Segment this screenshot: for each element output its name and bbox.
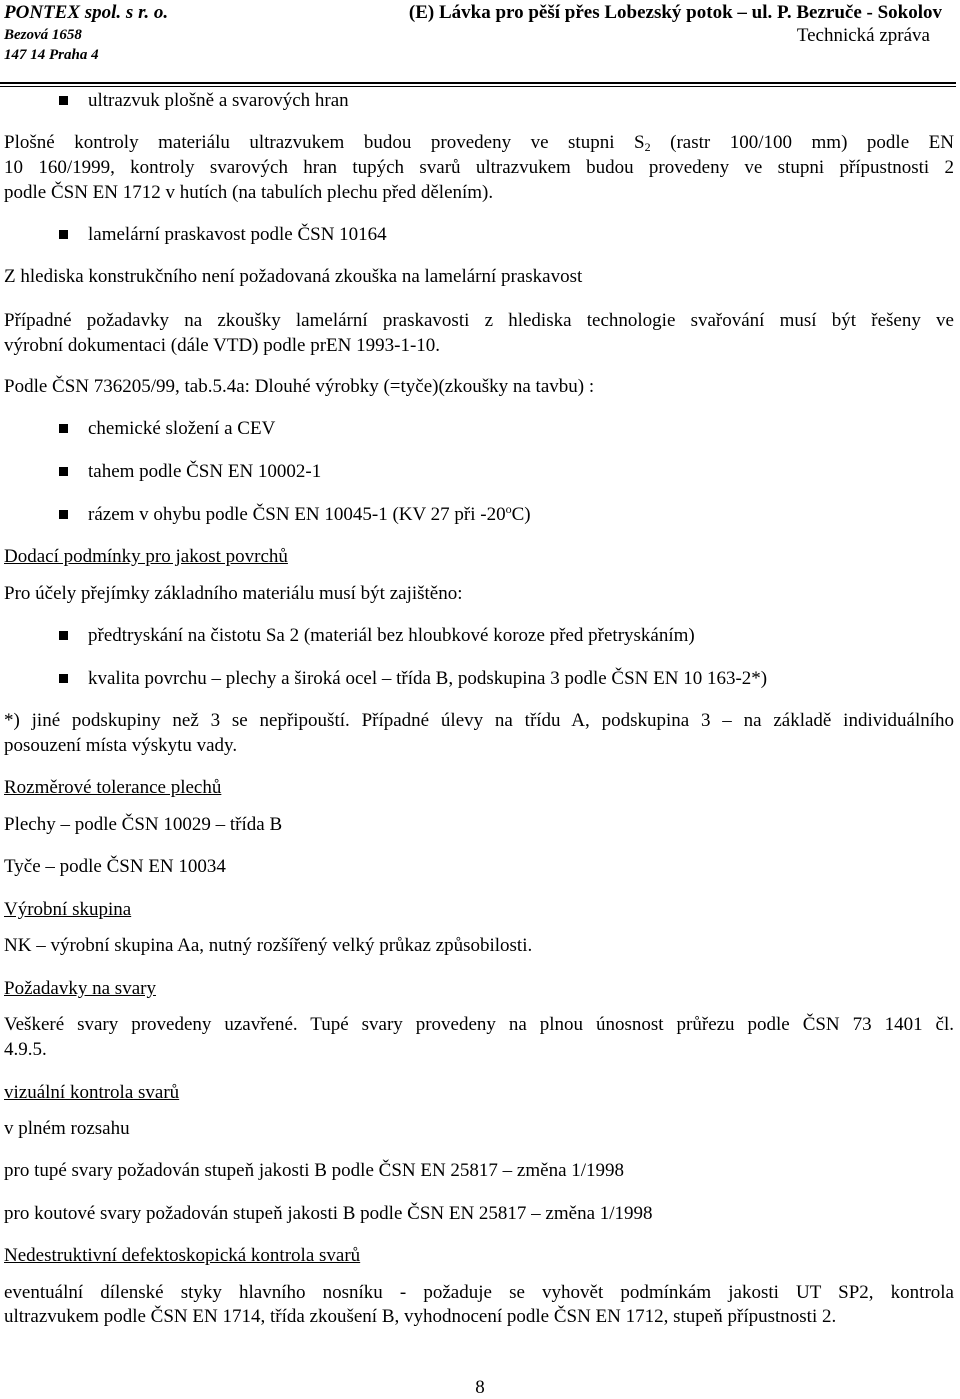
bullet-icon <box>59 631 68 640</box>
paragraph-line: Veškeré svary provedeny uzavřené. Tupé svary provedeny na plnou únosnost průřezu podle ČSN 73 1401 čl. <box>4 1014 954 1035</box>
paragraph-line: *) jiné podskupiny než 3 se nepřipouští. Případné úlevy na třídu A, podskupina 3 – na základě individuálního <box>4 710 954 731</box>
paragraph: Tyče – podle ČSN EN 10034 <box>4 856 226 877</box>
paragraph: Pro účely přejímky základního materiálu musí být zajištěno: <box>4 583 463 604</box>
company-address-line1: Bezová 1658 <box>4 27 82 43</box>
list-item <box>0 223 960 247</box>
list-item-text: chemické složení a CEV <box>88 418 276 439</box>
bullet-icon <box>59 674 68 683</box>
list-item <box>0 417 960 441</box>
list-item <box>0 460 960 484</box>
bullet-icon <box>59 424 68 433</box>
bullet-icon <box>59 467 68 476</box>
section-heading-dodaci: Dodací podmínky pro jakost povrchů <box>4 546 288 567</box>
header-rule <box>0 82 956 84</box>
paragraph-line: 10 160/1999, kontroly svarových hran tupých svarů ultrazvukem budou provedeny ve stupni přípustnosti 2 <box>4 157 954 178</box>
paragraph: Plechy – podle ČSN 10029 – třída B <box>4 814 283 835</box>
document-subtitle: Technická zpráva <box>796 25 930 46</box>
paragraph-line: Případné požadavky na zkoušky lamelární praskavosti z hlediska technologie svařování musí být řešeny ve <box>4 310 954 331</box>
paragraph-line: Plošné kontroly materiálu ultrazvukem budou provedeny ve stupni $S_2$ (rastr 100/100 mm) podle EN <box>4 132 954 154</box>
header-rule-thin <box>0 86 956 87</box>
section-heading-nedestruktivni: Nedestruktivní defektoskopická kontrola svarů <box>4 1245 361 1266</box>
company-address-line2: 147 14 Praha 4 <box>4 47 99 63</box>
list-item <box>0 89 960 113</box>
bullet-icon <box>59 96 68 105</box>
list-item <box>0 503 960 527</box>
paragraph: Z hlediska konstrukčního není požadovaná zkouška na lamelární praskavost <box>4 266 583 287</box>
paragraph-line: posouzení místa výskytu vady. <box>4 735 238 756</box>
paragraph: NK – výrobní skupina Aa, nutný rozšířený velký průkaz způsobilosti. <box>4 935 533 956</box>
paragraph-line: výrobní dokumentaci (dále VTD) podle prEN 1993-1-10. <box>4 335 441 356</box>
list-item-text: ultrazvuk plošně a svarových hran <box>88 90 349 111</box>
list-item-text: předtryskání na čistotu Sa 2 (materiál bez hloubkové koroze před přetryskáním) <box>88 625 695 646</box>
list-item <box>0 667 960 691</box>
paragraph: pro tupé svary požadován stupeň jakosti B podle ČSN EN 25817 – změna 1/1998 <box>4 1160 625 1181</box>
list-item-text: rázem v ohybu podle ČSN EN 10045-1 (KV 27 při -20$^o$C) <box>88 502 531 525</box>
document-title: (E) Lávka pro pěší přes Lobezský potok – ul. P. Bezruče - Sokolov <box>408 2 942 23</box>
section-heading-rozmerove: Rozměrové tolerance plechů <box>4 777 222 798</box>
list-item-text: tahem podle ČSN EN 10002-1 <box>88 461 322 482</box>
paragraph: v plném rozsahu <box>4 1118 130 1139</box>
paragraph-line: 4.9.5. <box>4 1039 47 1060</box>
section-heading-pozadavky: Požadavky na svary <box>4 978 156 999</box>
paragraph-line: eventuální dílenské styky hlavního nosníku - požaduje se vyhovět podmínkám jakosti UT SP2, kontrola <box>4 1282 954 1303</box>
page-number: 8 <box>475 1377 485 1398</box>
paragraph-line: ultrazvukem podle ČSN EN 1714, třída zkoušení B, vyhodnocení podle ČSN EN 1712, stupeň přípustnosti 2. <box>4 1306 837 1327</box>
paragraph: pro koutové svary požadován stupeň jakosti B podle ČSN EN 25817 – změna 1/1998 <box>4 1203 653 1224</box>
company-name: PONTEX spol. s r. o. <box>4 2 169 23</box>
list-item <box>0 624 960 648</box>
list-item-text: kvalita povrchu – plechy a široká ocel – třída B, podskupina 3 podle ČSN EN 10 163-2*) <box>88 668 768 689</box>
section-heading-vyrobni: Výrobní skupina <box>4 899 132 920</box>
paragraph-line: podle ČSN EN 1712 v hutích (na tabulích plechu před dělením). <box>4 182 494 203</box>
bullet-icon <box>59 230 68 239</box>
paragraph: Podle ČSN 736205/99, tab.5.4a: Dlouhé výrobky (=tyče)(zkoušky na tavbu) : <box>4 376 595 397</box>
section-heading-vizualni: vizuální kontrola svarů <box>4 1082 180 1103</box>
list-item-text: lamelární praskavost podle ČSN 10164 <box>88 224 387 245</box>
bullet-icon <box>59 510 68 519</box>
